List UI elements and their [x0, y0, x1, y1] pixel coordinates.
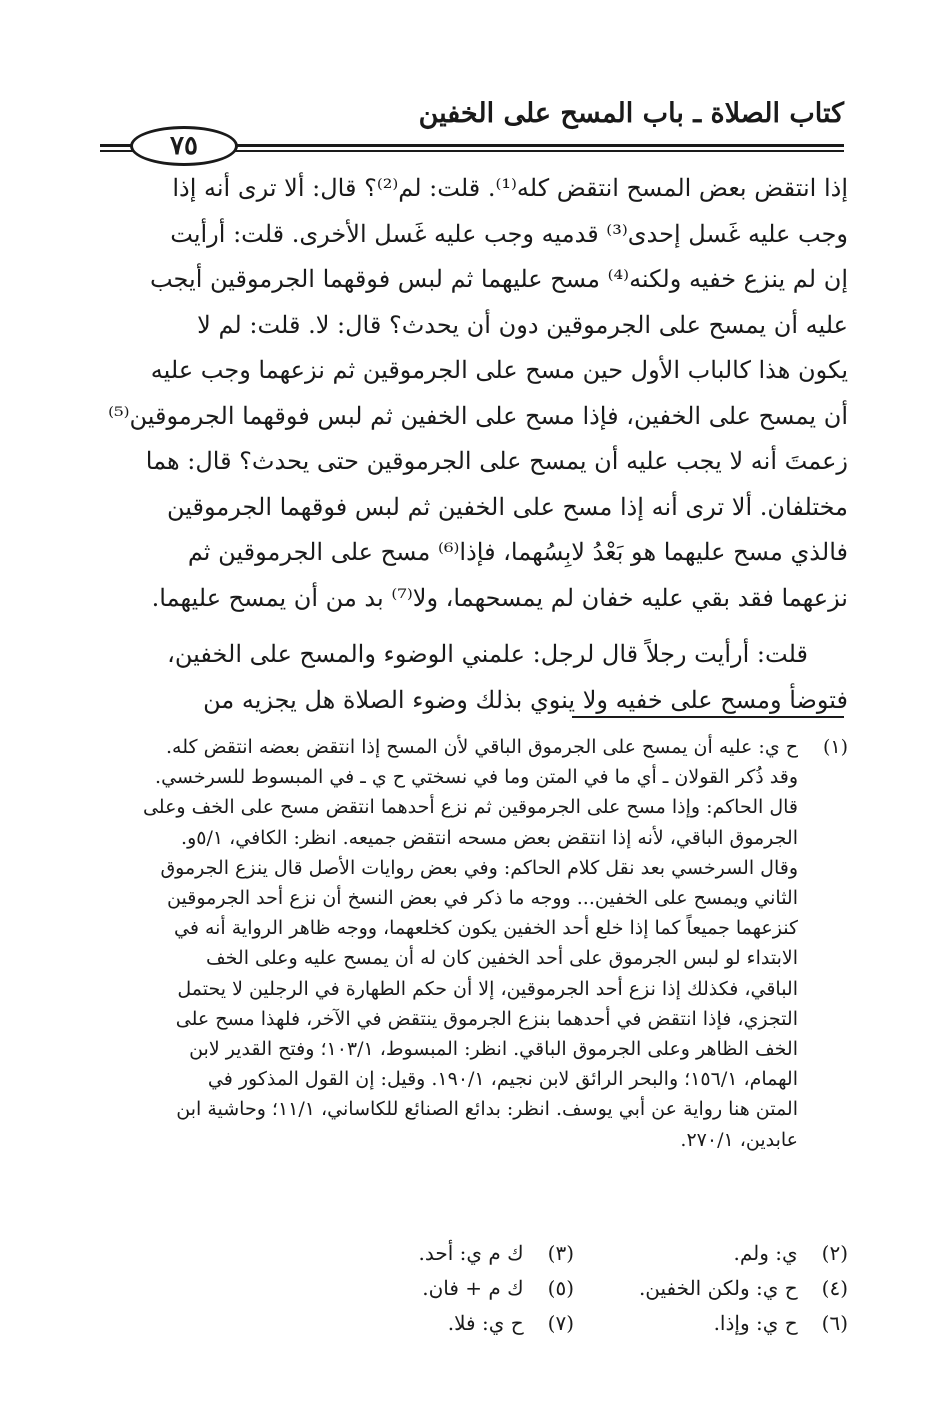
text-line: وجب عليه غَسل إحدى⁽³⁾ قدميه وجب عليه غَسل الأخرى. قلت: أرأيت: [170, 219, 848, 248]
text-line: زعمتَ أنه لا يجب عليه أن يمسح على الجرموقين حتى يحدث؟ قال: هما: [145, 447, 848, 475]
footnote-number: (١): [822, 736, 848, 758]
footnote-line: قال الحاكم: وإذا مسح على الجرموقين ثم نزع أحدهما انتقض مسح على الخف وعلى: [142, 796, 798, 819]
footnote-line: وقال السرخسي بعد نقل كلام الحاكم: وفي بعض روايات الأصل قال ينزع الجرموق: [160, 856, 798, 879]
footnote-line: الثاني ويمسح على الخفين... ووجه ما ذكر في بعض النسخ أن نزع أحد الجرموقين: [167, 887, 798, 910]
text-line: إذا انتقض بعض المسح انتقض كله⁽¹⁾. قلت: لم⁽²⁾؟ قال: ألا ترى أنه إذا: [172, 174, 848, 202]
text-line: يكون هذا كالباب الأول حين مسح على الجرموقين ثم نزعهما وجب عليه: [150, 356, 848, 384]
footnote-1: [100, 732, 848, 1155]
footnote-number: (٢): [821, 1241, 848, 1265]
footnote-line: المتن هنا رواية عن أبي يوسف. انظر: بدائع الصنائع للكاساني، ١١/١؛ وحاشية ابن: [176, 1098, 798, 1121]
footnote-text: ي: ولم.: [733, 1241, 798, 1265]
footnote-line: الباقي، فكذلك إذا نزع أحد الجرموقين، إلا أن حكم الطهارة في الرجلين لا يحتمل: [177, 977, 798, 1000]
main-paragraph-1: [100, 166, 848, 621]
footnote-text: ك م ي: أحد.: [418, 1241, 524, 1265]
footnote-text: ح ي: فلا.: [447, 1311, 524, 1335]
text-line: نزعهما فقد بقي عليه خفان لم يمسحهما، ولا⁽⁷⁾ بد من أن يمسح عليهما.: [151, 583, 848, 612]
footnote-number: (٣): [547, 1241, 574, 1265]
footnote-line: وقد ذُكر القولان ـ أي ما في المتن وما في نسختي ح ي ـ في المبسوط للسرخسي.: [155, 766, 798, 789]
footnote-separator: [572, 716, 844, 718]
footnote-number: (٥): [547, 1276, 574, 1300]
footnote-row: [300, 1306, 848, 1341]
footnote-text: ك م + فان.: [422, 1276, 524, 1300]
page-number: ٧٥: [130, 126, 238, 166]
footnote-5: [300, 1271, 574, 1306]
text-line: إن لم ينزع خفيه ولكنه⁽⁴⁾ مسح عليهما ثم لبس فوقهما الجرموقين أيجب: [149, 265, 848, 293]
main-paragraph-2: [100, 632, 848, 723]
footnote-text: ح ي: ولكن الخفين.: [638, 1276, 798, 1300]
text-line: فالذي مسح عليهما هو بَعْدُ لابِسُهما، فإذا⁽⁶⁾ مسح على الجرموقين ثم: [187, 538, 848, 566]
footnote-7: [300, 1306, 574, 1341]
footnote-line: الجرموق الباقي، لأنه إذا انتقض بعض مسحه انتقض جميعه. انظر: الكافي، ٥/١و.: [181, 826, 798, 849]
footnote-6: [574, 1306, 848, 1341]
footnote-line: التجزي، فإذا انتقض في أحدهما بنزع الجرموق ينتقض في الآخر، فلهذا مسح على: [175, 1007, 798, 1030]
footnote-number: (٤): [821, 1276, 848, 1300]
footnote-text: ح ي: وإذا.: [713, 1311, 798, 1335]
footnote-3: [300, 1236, 574, 1271]
footnote-4: [574, 1271, 848, 1306]
footnote-line: الهمام، ١٥٦/١؛ والبحر الرائق لابن نجيم، ١٩٠/١. وقيل: إن القول المذكور في: [207, 1068, 798, 1091]
footnote-2: [574, 1236, 848, 1271]
text-line: مختلفان. ألا ترى أنه إذا مسح على الخفين ثم لبس فوقهما الجرموقين: [167, 492, 848, 521]
footnote-line: كنزعهما جميعاً كما إذا خلع أحد الخفين يكون كخلعهما، ووجه ظاهر الرواية أنه في: [173, 917, 798, 940]
footnote-body: [100, 732, 798, 1155]
footnote-line: عابدين، ٢٧٠/١.: [680, 1128, 798, 1151]
text-line: أن يمسح على الخفين، فإذا مسح على الخفين ثم لبس فوقهما الجرموقين⁽⁵⁾: [108, 401, 848, 430]
header-title: كتاب الصلاة ـ باب المسح على الخفين: [418, 98, 844, 129]
footnote-row: [300, 1271, 848, 1306]
text-line: عليه أن يمسح على الجرموقين دون أن يحدث؟ قال: لا. قلت: لم لا: [197, 310, 848, 339]
text-line: قلت: أرأيت رجلاً قال لرجل: علمني الوضوء والمسح على الخفين،: [167, 640, 808, 668]
short-footnotes: [300, 1236, 848, 1341]
footnote-number: (٦): [821, 1311, 848, 1335]
footnote-number: (٧): [547, 1311, 574, 1335]
footnote-line: الخف الظاهر وعلى الجرموق الباقي. انظر: المبسوط، ١٠٣/١؛ وفتح القدير لابن: [189, 1038, 798, 1061]
text-line: فتوضأ ومسح على خفيه ولا ينوي بذلك وضوء الصلاة هل يجزيه من: [203, 685, 848, 714]
footnote-line: الابتداء لو لبس الجرموق على أحد الخفين كان له أن يمسح عليه وعلى الخف: [205, 947, 798, 970]
footnote-row: [300, 1236, 848, 1271]
footnote-line: ح ي: عليه أن يمسح على الجرموق الباقي لأن المسح إذا انتقض بعضه انتقض كله.: [165, 736, 798, 758]
